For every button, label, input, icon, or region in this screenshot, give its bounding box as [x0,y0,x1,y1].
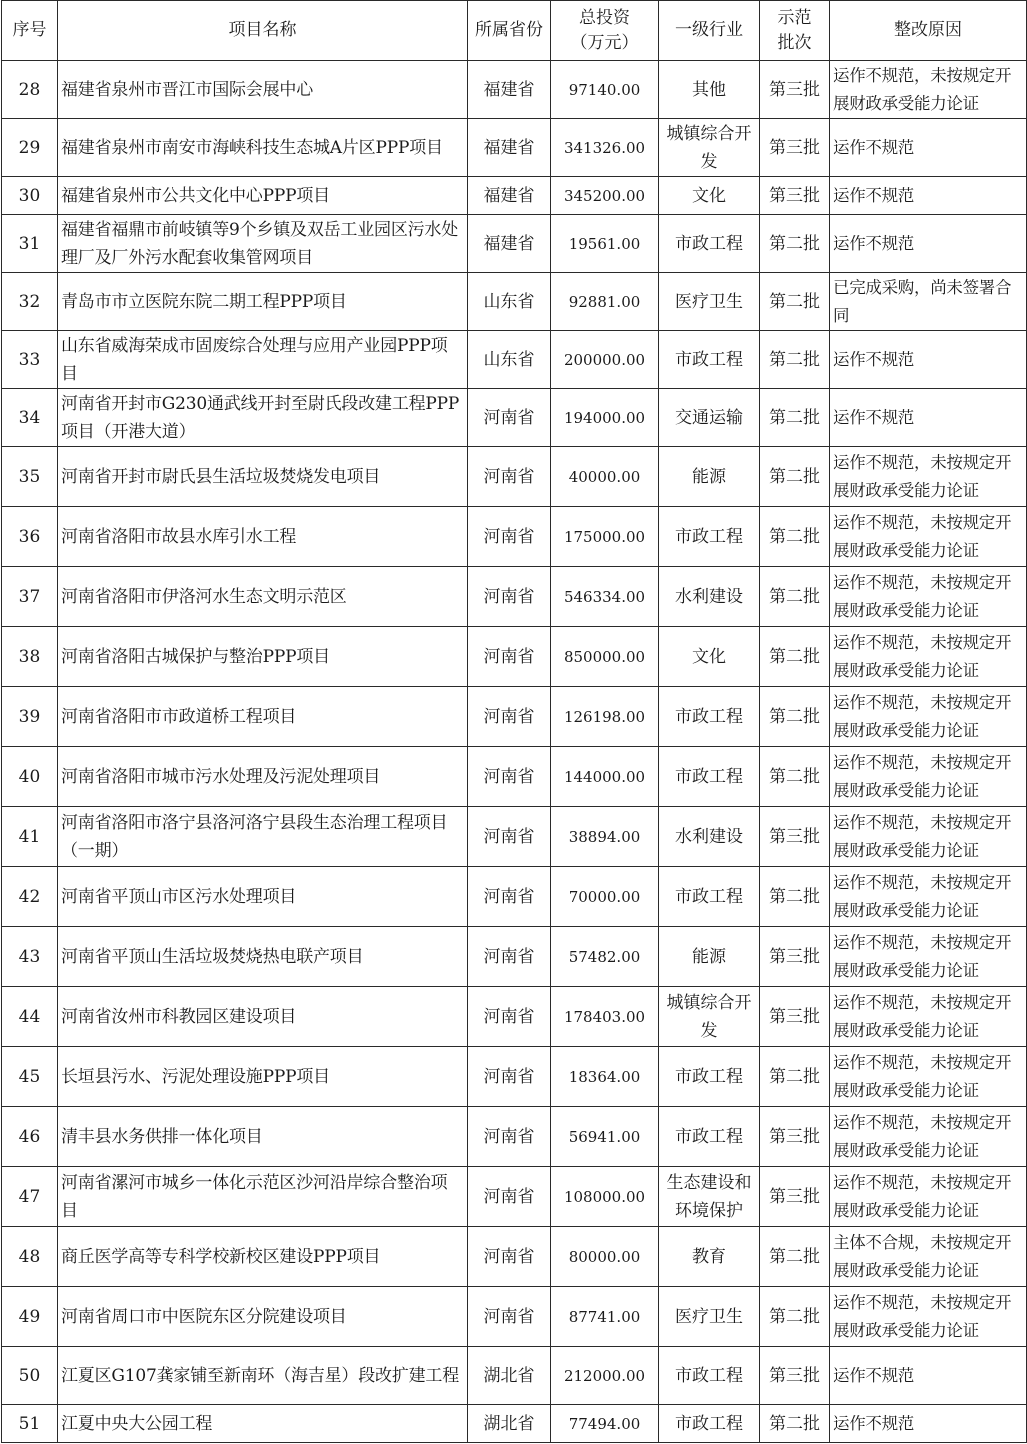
investment-cell: 38894.00 [551,807,659,867]
batch-cell: 第三批 [760,1107,830,1167]
reason-cell: 运作不规范，未按规定开展财政承受能力论证 [830,507,1027,567]
industry-cell: 能源 [659,927,760,987]
project-name-cell: 河南省汝州市科教园区建设项目 [58,987,468,1047]
reason-cell: 运作不规范，未按规定开展财政承受能力论证 [830,807,1027,867]
industry-cell: 市政工程 [659,1405,760,1443]
reason-cell: 运作不规范，未按规定开展财政承受能力论证 [830,1287,1027,1347]
province-cell: 河南省 [468,1047,551,1107]
province-cell: 河南省 [468,987,551,1047]
province-cell: 福建省 [468,215,551,273]
table-body [2,61,1027,1443]
province-cell: 湖北省 [468,1405,551,1443]
province-cell: 河南省 [468,627,551,687]
project-name-cell: 河南省开封市G230通武线开封至尉氏段改建工程PPP项目（开港大道） [58,389,468,447]
reason-cell: 主体不合规，未按规定开展财政承受能力论证 [830,1227,1027,1287]
table-row [2,1347,1027,1405]
table-row [2,119,1027,177]
batch-cell: 第三批 [760,61,830,119]
project-name-cell: 河南省洛阳古城保护与整治PPP项目 [58,627,468,687]
province-cell: 河南省 [468,389,551,447]
investment-cell: 178403.00 [551,987,659,1047]
project-name-cell: 河南省周口市中医院东区分院建设项目 [58,1287,468,1347]
project-name-cell: 江夏中央大公园工程 [58,1405,468,1443]
row-number-cell: 43 [2,927,58,987]
reason-cell: 运作不规范 [830,177,1027,215]
project-name-cell: 河南省平顶山市区污水处理项目 [58,867,468,927]
table-row [2,61,1027,119]
industry-cell: 能源 [659,447,760,507]
batch-cell: 第二批 [760,215,830,273]
province-cell: 福建省 [468,177,551,215]
industry-cell: 市政工程 [659,331,760,389]
batch-cell: 第三批 [760,177,830,215]
table-row [2,1107,1027,1167]
batch-cell: 第三批 [760,987,830,1047]
row-number-cell: 41 [2,807,58,867]
investment-cell: 77494.00 [551,1405,659,1443]
reason-cell: 运作不规范，未按规定开展财政承受能力论证 [830,1107,1027,1167]
table-row [2,1287,1027,1347]
investment-cell: 70000.00 [551,867,659,927]
investment-cell: 92881.00 [551,273,659,331]
row-number-cell: 28 [2,61,58,119]
project-name-cell: 青岛市市立医院东院二期工程PPP项目 [58,273,468,331]
header-cell: 示范批次 [760,1,830,61]
project-table [1,0,1027,1443]
header-cell: 一级行业 [659,1,760,61]
project-name-cell: 河南省洛阳市伊洛河水生态文明示范区 [58,567,468,627]
table-row [2,507,1027,567]
row-number-cell: 38 [2,627,58,687]
table-row [2,1167,1027,1227]
batch-cell: 第二批 [760,687,830,747]
investment-cell: 97140.00 [551,61,659,119]
row-number-cell: 31 [2,215,58,273]
reason-cell: 运作不规范，未按规定开展财政承受能力论证 [830,627,1027,687]
reason-cell: 运作不规范，未按规定开展财政承受能力论证 [830,927,1027,987]
investment-cell: 18364.00 [551,1047,659,1107]
reason-cell: 运作不规范 [830,119,1027,177]
table-row [2,627,1027,687]
batch-cell: 第三批 [760,1347,830,1405]
province-cell: 河南省 [468,507,551,567]
reason-cell: 运作不规范 [830,389,1027,447]
investment-cell: 87741.00 [551,1287,659,1347]
row-number-cell: 50 [2,1347,58,1405]
province-cell: 山东省 [468,331,551,389]
project-name-cell: 福建省福鼎市前岐镇等9个乡镇及双岳工业园区污水处理厂及厂外污水配套收集管网项目 [58,215,468,273]
project-name-cell: 河南省开封市尉氏县生活垃圾焚烧发电项目 [58,447,468,507]
table-row [2,927,1027,987]
reason-cell: 运作不规范，未按规定开展财政承受能力论证 [830,1047,1027,1107]
province-cell: 湖北省 [468,1347,551,1405]
province-cell: 福建省 [468,119,551,177]
header-cell: 整改原因 [830,1,1027,61]
reason-cell: 运作不规范，未按规定开展财政承受能力论证 [830,1167,1027,1227]
project-name-cell: 河南省洛阳市市政道桥工程项目 [58,687,468,747]
investment-cell: 200000.00 [551,331,659,389]
table-row [2,747,1027,807]
province-cell: 河南省 [468,867,551,927]
row-number-cell: 33 [2,331,58,389]
project-name-cell: 河南省洛阳市城市污水处理及污泥处理项目 [58,747,468,807]
row-number-cell: 37 [2,567,58,627]
reason-cell: 运作不规范，未按规定开展财政承受能力论证 [830,687,1027,747]
project-name-cell: 山东省威海荣成市固废综合处理与应用产业园PPP项目 [58,331,468,389]
header-cell: 总投资（万元） [551,1,659,61]
row-number-cell: 47 [2,1167,58,1227]
investment-cell: 546334.00 [551,567,659,627]
reason-cell: 运作不规范 [830,215,1027,273]
industry-cell: 市政工程 [659,1347,760,1405]
reason-cell: 运作不规范 [830,1405,1027,1443]
table-row [2,687,1027,747]
reason-cell: 运作不规范，未按规定开展财政承受能力论证 [830,987,1027,1047]
reason-cell: 运作不规范，未按规定开展财政承受能力论证 [830,747,1027,807]
industry-cell: 市政工程 [659,1107,760,1167]
batch-cell: 第三批 [760,807,830,867]
reason-cell: 运作不规范 [830,1347,1027,1405]
project-name-cell: 江夏区G107龚家铺至新南环（海吉星）段改扩建工程 [58,1347,468,1405]
table-row [2,987,1027,1047]
province-cell: 河南省 [468,1227,551,1287]
row-number-cell: 29 [2,119,58,177]
batch-cell: 第二批 [760,747,830,807]
industry-cell: 医疗卫生 [659,1287,760,1347]
batch-cell: 第三批 [760,119,830,177]
investment-cell: 40000.00 [551,447,659,507]
province-cell: 河南省 [468,447,551,507]
investment-cell: 57482.00 [551,927,659,987]
table-row [2,1047,1027,1107]
batch-cell: 第二批 [760,567,830,627]
batch-cell: 第三批 [760,1167,830,1227]
project-name-cell: 长垣县污水、污泥处理设施PPP项目 [58,1047,468,1107]
industry-cell: 教育 [659,1227,760,1287]
reason-cell: 运作不规范，未按规定开展财政承受能力论证 [830,567,1027,627]
table-row [2,1405,1027,1443]
investment-cell: 341326.00 [551,119,659,177]
header-row [2,1,1027,61]
reason-cell: 已完成采购，尚未签署合同 [830,273,1027,331]
table-row [2,867,1027,927]
industry-cell: 城镇综合开发 [659,119,760,177]
project-name-cell: 河南省平顶山生活垃圾焚烧热电联产项目 [58,927,468,987]
row-number-cell: 42 [2,867,58,927]
row-number-cell: 35 [2,447,58,507]
row-number-cell: 48 [2,1227,58,1287]
header-cell: 所属省份 [468,1,551,61]
province-cell: 山东省 [468,273,551,331]
table-row [2,389,1027,447]
industry-cell: 市政工程 [659,507,760,567]
batch-cell: 第二批 [760,1227,830,1287]
table-row [2,1227,1027,1287]
industry-cell: 文化 [659,627,760,687]
investment-cell: 850000.00 [551,627,659,687]
industry-cell: 城镇综合开发 [659,987,760,1047]
project-name-cell: 福建省泉州市南安市海峡科技生态城A片区PPP项目 [58,119,468,177]
project-name-cell: 河南省漯河市城乡一体化示范区沙河沿岸综合整治项目 [58,1167,468,1227]
row-number-cell: 45 [2,1047,58,1107]
industry-cell: 其他 [659,61,760,119]
batch-cell: 第二批 [760,389,830,447]
header-cell: 序号 [2,1,58,61]
province-cell: 河南省 [468,927,551,987]
table-row [2,447,1027,507]
province-cell: 福建省 [468,61,551,119]
province-cell: 河南省 [468,807,551,867]
batch-cell: 第二批 [760,867,830,927]
investment-cell: 175000.00 [551,507,659,567]
project-name-cell: 商丘医学高等专科学校新校区建设PPP项目 [58,1227,468,1287]
row-number-cell: 34 [2,389,58,447]
project-name-cell: 河南省洛阳市洛宁县洛河洛宁县段生态治理工程项目（一期） [58,807,468,867]
province-cell: 河南省 [468,687,551,747]
header-cell: 项目名称 [58,1,468,61]
row-number-cell: 32 [2,273,58,331]
reason-cell: 运作不规范 [830,331,1027,389]
table-row [2,177,1027,215]
row-number-cell: 40 [2,747,58,807]
batch-cell: 第二批 [760,331,830,389]
industry-cell: 市政工程 [659,747,760,807]
table-row [2,807,1027,867]
row-number-cell: 51 [2,1405,58,1443]
industry-cell: 市政工程 [659,867,760,927]
industry-cell: 市政工程 [659,687,760,747]
project-name-cell: 清丰县水务供排一体化项目 [58,1107,468,1167]
table-row [2,273,1027,331]
project-name-cell: 福建省泉州市公共文化中心PPP项目 [58,177,468,215]
province-cell: 河南省 [468,567,551,627]
province-cell: 河南省 [468,1167,551,1227]
table-row [2,215,1027,273]
industry-cell: 医疗卫生 [659,273,760,331]
row-number-cell: 49 [2,1287,58,1347]
project-name-cell: 河南省洛阳市故县水库引水工程 [58,507,468,567]
investment-cell: 345200.00 [551,177,659,215]
batch-cell: 第三批 [760,927,830,987]
batch-cell: 第二批 [760,1287,830,1347]
industry-cell: 水利建设 [659,567,760,627]
row-number-cell: 44 [2,987,58,1047]
batch-cell: 第二批 [760,1405,830,1443]
batch-cell: 第二批 [760,273,830,331]
batch-cell: 第二批 [760,627,830,687]
investment-cell: 19561.00 [551,215,659,273]
investment-cell: 144000.00 [551,747,659,807]
investment-cell: 126198.00 [551,687,659,747]
investment-cell: 56941.00 [551,1107,659,1167]
province-cell: 河南省 [468,747,551,807]
table-row [2,567,1027,627]
province-cell: 河南省 [468,1287,551,1347]
province-cell: 河南省 [468,1107,551,1167]
row-number-cell: 36 [2,507,58,567]
reason-cell: 运作不规范，未按规定开展财政承受能力论证 [830,867,1027,927]
industry-cell: 水利建设 [659,807,760,867]
batch-cell: 第二批 [760,507,830,567]
reason-cell: 运作不规范，未按规定开展财政承受能力论证 [830,61,1027,119]
investment-cell: 108000.00 [551,1167,659,1227]
investment-cell: 194000.00 [551,389,659,447]
industry-cell: 交通运输 [659,389,760,447]
batch-cell: 第二批 [760,1047,830,1107]
row-number-cell: 30 [2,177,58,215]
investment-cell: 212000.00 [551,1347,659,1405]
table-row [2,331,1027,389]
reason-cell: 运作不规范，未按规定开展财政承受能力论证 [830,447,1027,507]
row-number-cell: 39 [2,687,58,747]
industry-cell: 市政工程 [659,1047,760,1107]
industry-cell: 生态建设和环境保护 [659,1167,760,1227]
batch-cell: 第二批 [760,447,830,507]
row-number-cell: 46 [2,1107,58,1167]
industry-cell: 文化 [659,177,760,215]
industry-cell: 市政工程 [659,215,760,273]
investment-cell: 80000.00 [551,1227,659,1287]
project-name-cell: 福建省泉州市晋江市国际会展中心 [58,61,468,119]
